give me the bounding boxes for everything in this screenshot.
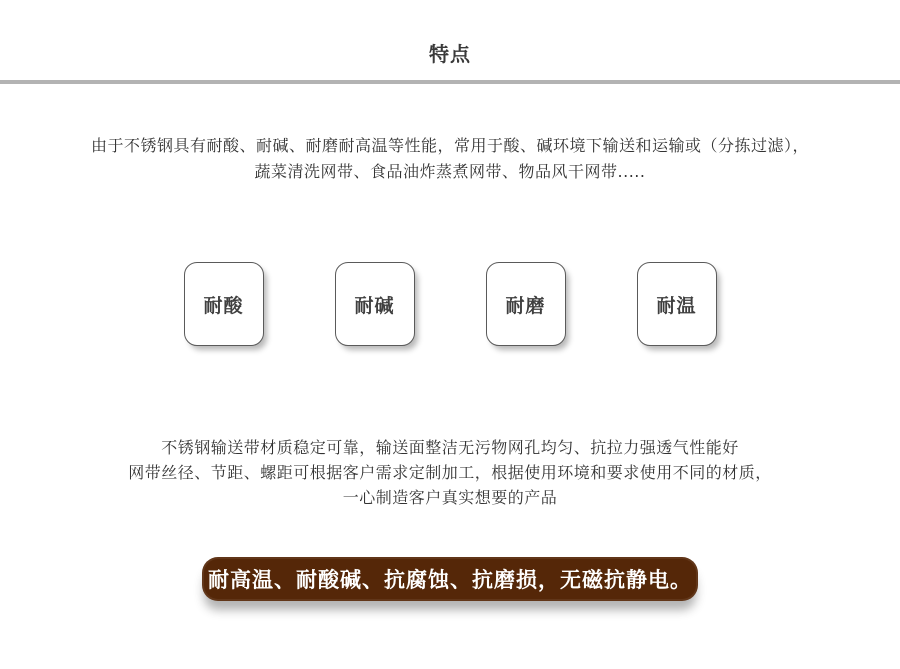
description-line-3: 一心制造客户真实想要的产品 [342,488,558,507]
description-paragraph [0,435,900,510]
description-line-2: 网带丝径、节距、螺距可根据客户需求定制加工，根据使用环境和要求使用不同的材质， [128,463,772,482]
feature-box-acid-resistant [184,262,264,346]
feature-box-temperature-resistant [637,262,717,346]
page-title: 特点 [429,42,471,66]
description-line-1: 不锈钢输送带材质稳定可靠，输送面整洁无污物网孔均匀、抗拉力强透气性能好 [161,438,739,457]
feature-box-label: 耐磨 [505,294,546,317]
banner-text: 耐高温、耐酸碱、抗腐蚀、抗磨损，无磁抗静电。 [208,568,692,592]
divider-line [0,80,900,84]
feature-box-wear-resistant [486,262,566,346]
feature-boxes-row [0,262,900,346]
intro-line-1: 由于不锈钢具有耐酸、耐碱、耐磨耐高温等性能，常用于酸、碱环境下输送和运输或（分拣过滤）， [90,136,809,155]
feature-box-label: 耐酸 [203,294,244,317]
intro-paragraph [0,133,900,185]
feature-box-label: 耐碱 [354,294,395,317]
intro-line-2: 蔬菜清洗网带、食品油炸蒸煮网带、物品风干网带..... [254,162,646,181]
feature-box-alkali-resistant [335,262,415,346]
feature-box-label: 耐温 [656,294,697,317]
highlight-banner [202,557,698,601]
